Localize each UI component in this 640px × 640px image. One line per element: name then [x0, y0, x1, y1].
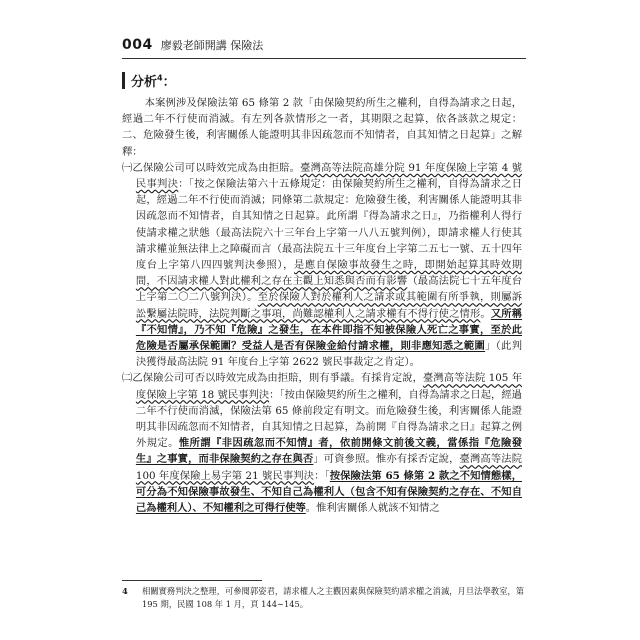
- footnote-number: 4: [122, 586, 128, 596]
- item-1-emphasis: 又所稱『不知情』，乃不知『危險』之發生，在本件即指不知被保險人死亡之事實，至於此危險是否屬承保範圍？受益人是否有保險金給付請求權，則非應知悉之範圍: [135, 307, 523, 353]
- item-2-emphasis: 惟所謂『非因疏忽而不知情』者，依前開條文前後文義，當係指『危險發生』之事實，而非保險契約之存在與否: [135, 437, 523, 466]
- analysis-item-1: [122, 160, 522, 371]
- analysis-item-2: [122, 370, 522, 516]
- intro-paragraph: 本案例涉及保險法第 65 條第 2 款「由保險契約所生之權利，自得為請求之日起，經過二年不行使而消滅。有左列各款情形之一者，其期限之起算，依各該款之規定：二、危險發生後，利害關係人能證明其非因疏忽而不知情者，自其知情之日起算」之解釋：: [122, 97, 522, 158]
- header-divider: [122, 58, 526, 59]
- item-1-lead: ㈠乙保險公司可以時效完成為由拒賠。: [122, 161, 301, 174]
- item-1-period: 。: [480, 307, 491, 320]
- item-2-quote-open: ：「: [314, 469, 330, 482]
- item-2-lead: ㈡乙保險公司可否以時效完成為由拒賠，則有爭議。有採肯定說，: [122, 372, 424, 385]
- page-number: 004: [122, 37, 153, 53]
- footnote-reference: 4: [157, 73, 163, 83]
- section-colon: ：: [162, 74, 176, 90]
- item-2-quote: ：「按由保險契約所生之權利，自得為請求之日起，經過二年不行使而消滅，保險法第 65 條前段定有明文。而危險發生後，利害關係人能證明其非因疏忽而不知情者，自其知情之日起算，為前開『自得為請求之日』起算之例外規定。: [135, 388, 522, 450]
- section-title: 分析: [131, 74, 158, 90]
- case-citation-3: 臺灣高等法院 100 年度保險上易字第 21 號民事判決: [135, 453, 523, 482]
- item-1-key-holding: 是應自保險事故發生之時，即開始起算其時效期間，不因請求權人對此權利之存在主觀上知悉與否而有影響: [135, 259, 522, 288]
- footnote-text: 相關實務判決之整理，可參閱郭姿君，請求權人之主觀因素與保險契約請求權之消滅，月旦法學教室，第 195 期，民國 108 年 1 月，頁 144∼145。: [142, 586, 524, 609]
- item-2-tail: 。惟利害關係人就該不知情之: [305, 502, 440, 515]
- footnote-divider: [122, 580, 262, 581]
- item-2-transition: 」可資參照。惟亦有採否定說，: [313, 453, 460, 466]
- body-text: [122, 95, 522, 516]
- case-citation-1: 臺灣高等法院高雄分院 91 年度保險上字第 4 號民事判決: [135, 161, 523, 191]
- section-marker: [122, 72, 125, 89]
- section-heading: [122, 70, 176, 90]
- case-citation-2: 臺灣高等法院 105 年度保險上字第 18 號民事判決: [135, 372, 522, 401]
- item-1-dispute-note: 至於保險人對於權利人之請求或其範圍有所爭執，則屬訴訟繫屬法院時，法院判斷之事項，尚難認權利人之請求權有不得行使之情形: [135, 291, 522, 320]
- item-1-tail: 」（此判決獲得最高法院 91 年度台上字第 2622 號民事裁定之肯定）。: [135, 340, 523, 369]
- item-1-citation-note: （最高法院七十五年度台上字第二〇二八號判決）。: [135, 275, 523, 304]
- book-title: 廖毅老師開講 保險法: [160, 39, 264, 52]
- footnote: [122, 585, 524, 611]
- running-header: [122, 37, 522, 57]
- item-1-quote: ：「按之保險法第六十五條規定：由保險契約所生之權利，自得為請求之日起，經過二年不行使而消滅；同條第二款規定：危險發生後，利害關係人能證明其非因疏忽而不知情者，自其知情之日起算。此所謂『得為請求之日』，乃指權利人得行使請求權之狀態（最高法院六十三年台上字第一八八五號判例），即請求權人行使其請求權並無法律上之障礙而言（最高法院五十三年度台上字第二五七一號、五十四年度台上字第八四四號判決參照），: [135, 178, 522, 272]
- item-2-emphasis-2: 按保險法第 65 條第 2 款之不知情態樣，可分為不知保險事故發生、不知自己為權利人（包含不知有保險契約之存在、不知自己為權利人）、不知權利之可得行使等: [135, 469, 522, 515]
